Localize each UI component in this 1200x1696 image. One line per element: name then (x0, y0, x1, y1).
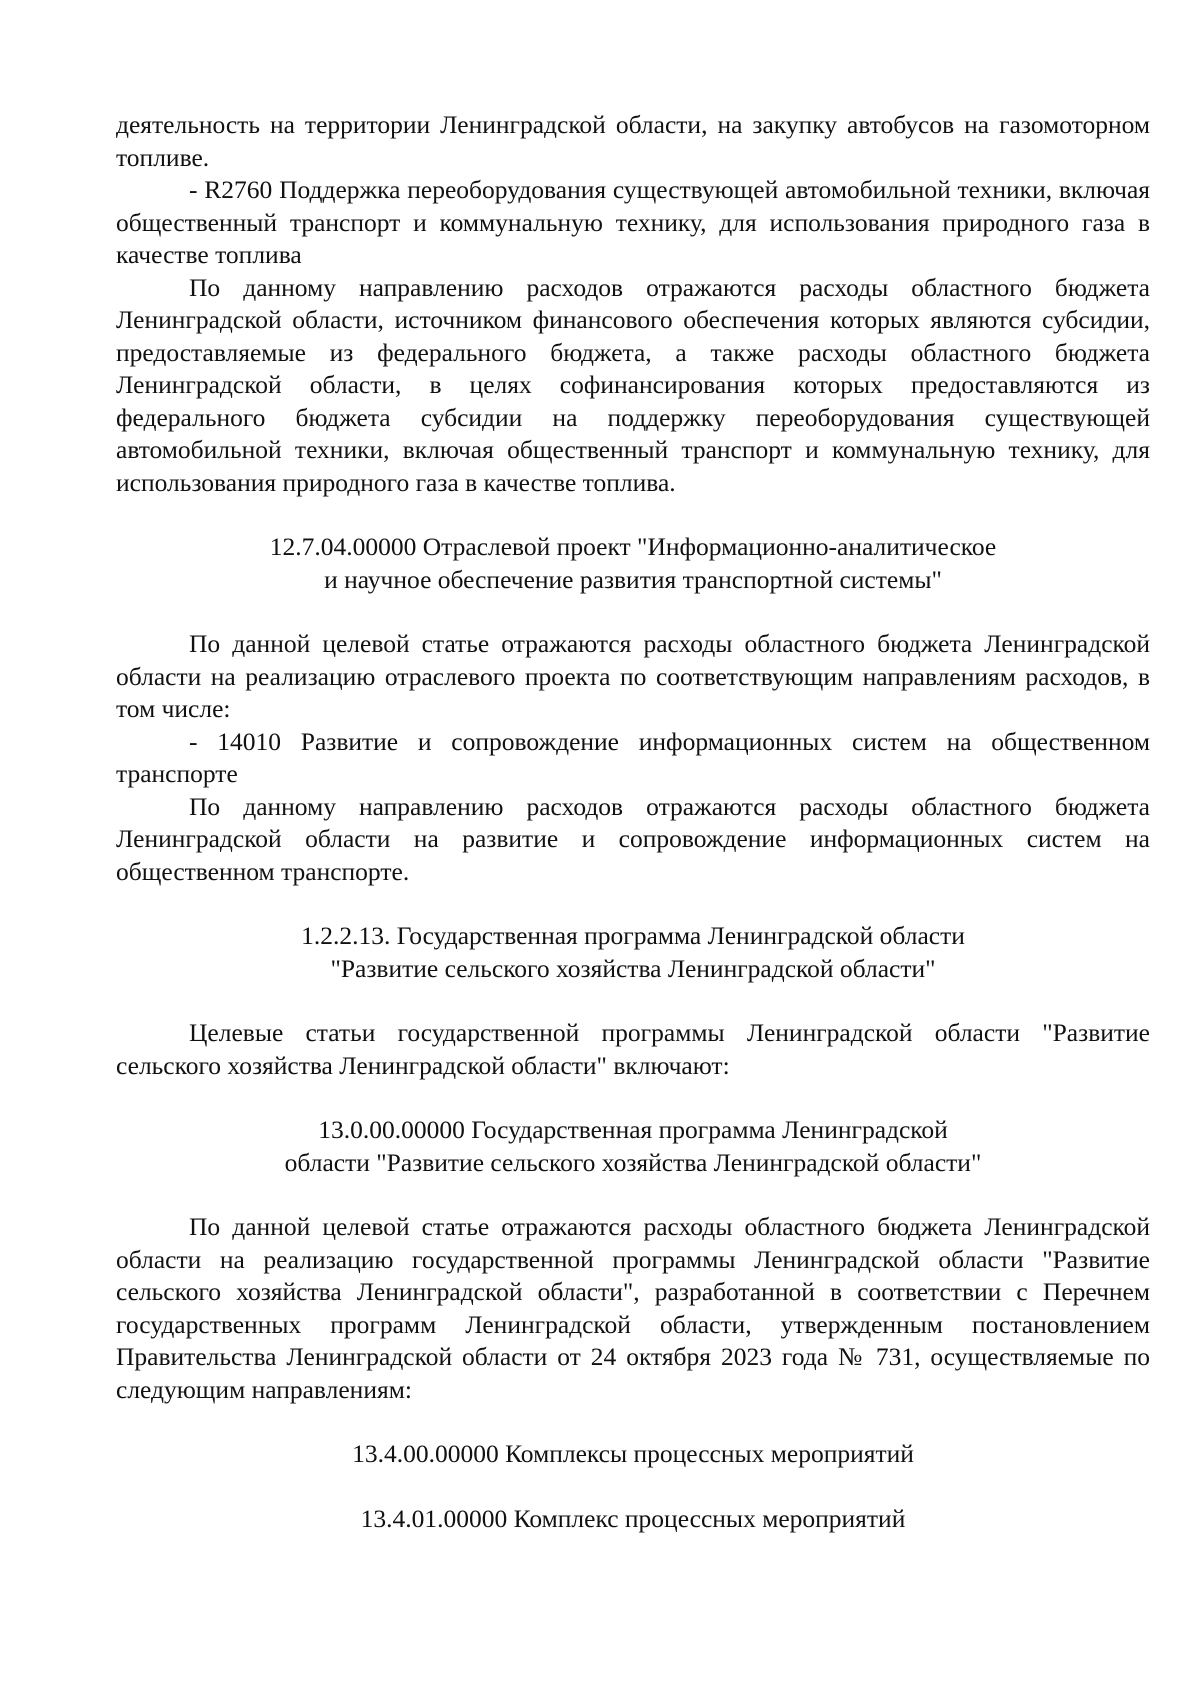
heading-12-7-04 (116, 531, 1150, 596)
paragraph-r2760-item: - R2760 Поддержка переоборудования существующей автомобильной техники, включая общественный транспорт и коммунальную технику, для использования природного газа в качестве топлива (116, 175, 1150, 269)
heading-1-2-2-13-line2: "Развитие сельского хозяйства Ленинградской области" (330, 953, 936, 983)
paragraph-14010-item: - 14010 Развитие и сопровождение информационных систем на общественном транспорте (116, 726, 1150, 788)
paragraph-14010-description: По данному направлению расходов отражаются расходы областного бюджета Ленинградской области на развитие и сопровождение информационных систем на общественном транспорте. (116, 791, 1150, 886)
heading-13-0-00-line1: 13.0.00.00000 Государственная программа Ленинградской (318, 1115, 948, 1144)
paragraph-program-targets: Целевые статьи государственной программы Ленинградской области "Развитие сельского хозяйства Ленинградской области" включают: (116, 1018, 1150, 1080)
paragraph-r2760-description: По данному направлению расходов отражаются расходы областного бюджета Ленинградской области, источником финансового обеспечения которых являются субсидии, предоставляемые из федерального бюджета, а также расходы областного бюджета Ленинградской области, в целях софинансирования которых предоставляются из федерального бюджета субсидии на поддержку переоборудования существующей автомобильной техники, включая общественный транспорт и коммунальную технику, для использования природного газа в качестве топлива. (116, 272, 1150, 497)
heading-13-4-00: 13.4.00.00000 Комплексы процессных мероприятий (352, 1439, 914, 1468)
paragraph-12-7-04-intro: По данной целевой статье отражаются расходы областного бюджета Ленинградской области на реализацию отраслевого проекта по соответствующим направлениям расходов, в том числе: (116, 629, 1150, 723)
heading-13-0-00 (116, 1114, 1150, 1179)
heading-1-2-2-13-line1: 1.2.2.13. Государственная программа Ленинградской области (301, 921, 965, 950)
paragraph-13-0-00-description: По данной целевой статье отражаются расходы областного бюджета Ленинградской области на реализацию государственной программы Ленинградской области "Развитие сельского хозяйства Ленинградской области", разработанной в соответствии с Перечнем государственных программ Ленинградской области, утвержденным постановлением Правительства Ленинградской области от 24 октября 2023 года № 731, осуществляемые по следующим направлениям: (116, 1212, 1150, 1404)
heading-13-4-01: 13.4.01.00000 Комплекс процессных мероприятий (360, 1503, 906, 1533)
paragraph-continuation: деятельность на территории Ленинградской области, на закупку автобусов на газомоторном топливе. (116, 110, 1150, 172)
heading-12-7-04-line2: и научное обеспечение развития транспортной системы" (324, 564, 942, 594)
heading-1-2-2-13 (116, 920, 1150, 985)
heading-13-0-00-line2: области "Развитие сельского хозяйства Ленинградской области" (284, 1147, 982, 1177)
heading-12-7-04-line1: 12.7.04.00000 Отраслевой проект "Информационно-аналитическое (269, 532, 997, 561)
document-page (116, 109, 1150, 1535)
